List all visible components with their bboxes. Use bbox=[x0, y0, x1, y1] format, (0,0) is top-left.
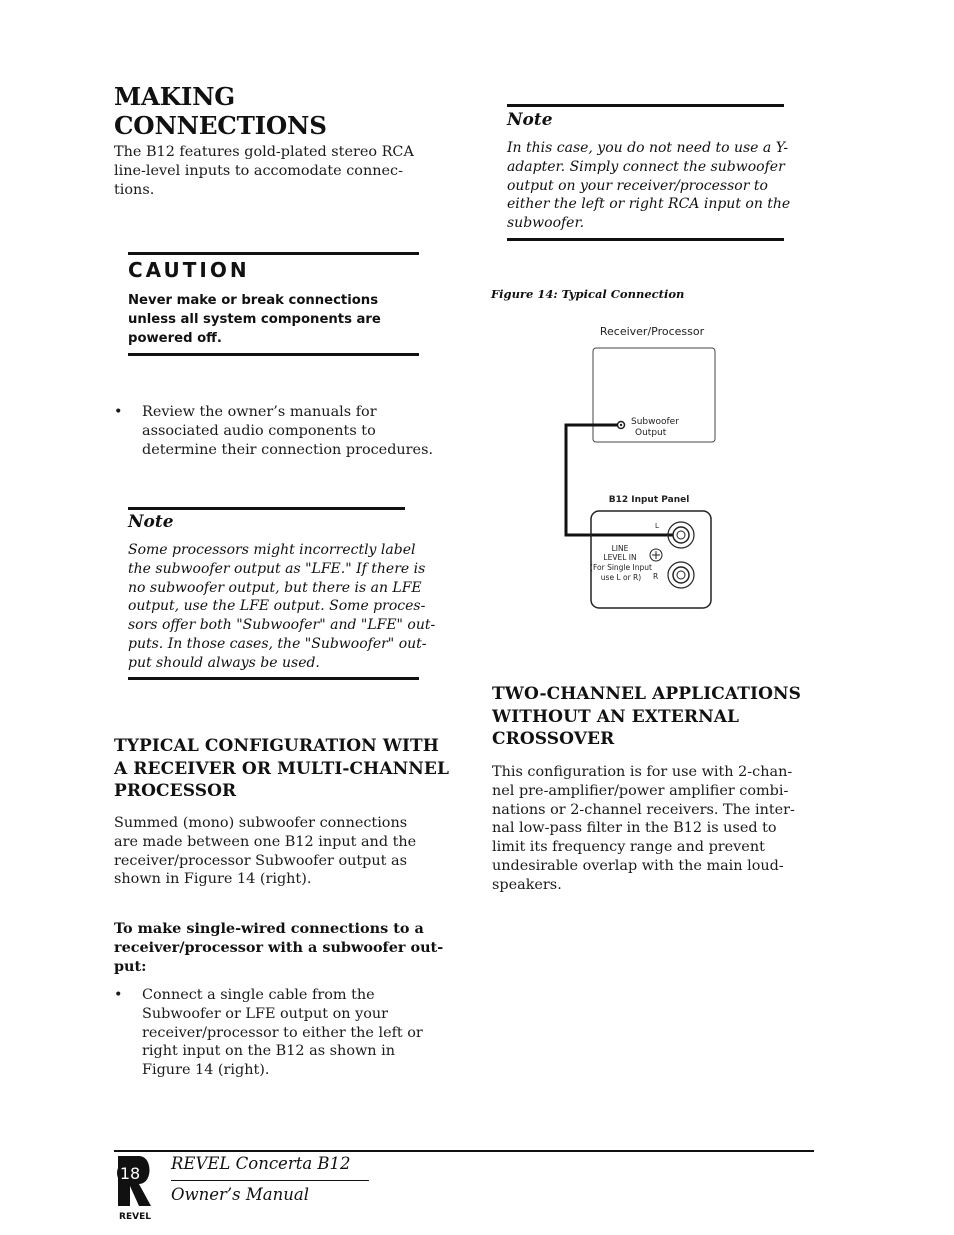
revel-logo-icon bbox=[113, 1154, 159, 1224]
note-top-rule bbox=[507, 104, 784, 107]
footer-manual: Owner’s Manual bbox=[171, 1185, 309, 1204]
text-line: Subwoofer or LFE output on your bbox=[142, 1005, 389, 1022]
line-in-label: LEVEL IN bbox=[603, 553, 637, 562]
intro-paragraph bbox=[114, 143, 414, 199]
text-line: are made between one B12 input and the bbox=[114, 833, 417, 850]
right-input-label: R bbox=[653, 572, 659, 581]
bullet-icon: • bbox=[114, 404, 123, 420]
line-in-label: (For Single Input bbox=[590, 563, 652, 572]
subwoofer-output-label: Output bbox=[635, 428, 667, 438]
right-rca-jack-icon bbox=[677, 571, 685, 579]
note-text bbox=[128, 541, 435, 673]
section-paragraph bbox=[492, 763, 795, 895]
text-line: Review the owner’s manuals for bbox=[142, 404, 377, 420]
text-line: put: bbox=[114, 958, 147, 975]
text-line: unless all system components are bbox=[128, 312, 381, 327]
note-bottom-rule bbox=[128, 677, 419, 680]
caution-title: CAUTION bbox=[128, 258, 250, 282]
text-line: determine their connection procedures. bbox=[142, 441, 434, 458]
heading-line: TYPICAL CONFIGURATION WITH bbox=[114, 736, 439, 756]
text-line: Connect a single cable from the bbox=[142, 987, 375, 1003]
text-line: receiver/processor Subwoofer output as bbox=[114, 852, 407, 869]
caution-top-rule bbox=[128, 252, 419, 255]
heading-line: WITHOUT AN EXTERNAL bbox=[492, 706, 740, 727]
text-line: adapter. Simply connect the subwoofer bbox=[507, 158, 785, 175]
figure-caption: Figure 14: Typical Connection bbox=[491, 287, 685, 301]
receiver-label: Receiver/Processor bbox=[599, 325, 705, 338]
list-item bbox=[114, 986, 423, 1080]
bullet-icon: • bbox=[114, 987, 123, 1003]
footer-product: REVEL Concerta B12 bbox=[171, 1154, 351, 1173]
left-input-label: L bbox=[655, 522, 659, 530]
heading-line: A RECEIVER OR MULTI-CHANNEL bbox=[114, 758, 450, 779]
heading-line: PROCESSOR bbox=[114, 781, 237, 801]
text-line: Summed (mono) subwoofer connections bbox=[114, 815, 408, 831]
section-paragraph bbox=[114, 814, 416, 889]
instruction-lead bbox=[114, 919, 443, 976]
text-line: nations or 2-channel receivers. The inter- bbox=[492, 801, 795, 818]
list-item bbox=[114, 403, 433, 459]
logo-text: REVEL bbox=[119, 1212, 151, 1222]
heading-line: CROSSOVER bbox=[492, 729, 615, 749]
text-line: tions. bbox=[114, 181, 155, 198]
text-line: receiver/processor with a subwoofer out- bbox=[114, 939, 444, 956]
page-title bbox=[114, 82, 327, 140]
heading-line: TWO-CHANNEL APPLICATIONS bbox=[492, 684, 801, 704]
text-line: limit its frequency range and prevent bbox=[492, 839, 765, 856]
text-line: nel pre-amplifier/power amplifier combi- bbox=[492, 782, 789, 799]
note-title: Note bbox=[128, 512, 174, 532]
text-line: sors offer both "Subwoofer" and "LFE" out- bbox=[128, 617, 436, 634]
page-title-line: MAKING bbox=[114, 82, 236, 111]
text-line: right input on the B12 as shown in bbox=[142, 1043, 396, 1060]
caution-bottom-rule bbox=[128, 353, 419, 356]
list-item-text bbox=[142, 403, 433, 459]
caution-text bbox=[128, 291, 381, 348]
text-line: To make single-wired connections to a bbox=[114, 920, 424, 937]
text-line: speakers. bbox=[492, 876, 562, 893]
text-line: subwoofer. bbox=[507, 215, 585, 232]
right-rca-jack-icon bbox=[673, 567, 689, 583]
text-line: output, use the LFE output. Some proces- bbox=[128, 598, 426, 615]
page-number: 18 bbox=[119, 1164, 141, 1183]
line-in-label: use L or R) bbox=[600, 573, 642, 582]
footer-rule bbox=[114, 1150, 814, 1152]
text-line: puts. In those cases, the "Subwoofer" out- bbox=[128, 635, 427, 652]
text-line: nal low-pass filter in the B12 is used to bbox=[492, 820, 777, 837]
right-rca-jack-icon bbox=[668, 562, 694, 588]
text-line: shown in Figure 14 (right). bbox=[114, 871, 312, 888]
text-line: line-level inputs to accomodate connec- bbox=[114, 162, 403, 179]
text-line: Never make or break connections bbox=[128, 293, 379, 308]
jack-center-icon bbox=[620, 424, 622, 426]
text-line: powered off. bbox=[128, 331, 222, 346]
text-line: Some processors might incorrectly label bbox=[128, 542, 416, 558]
note-title: Note bbox=[507, 110, 553, 130]
text-line: In this case, you do not need to use a Y- bbox=[507, 140, 789, 156]
text-line: receiver/processor to either the left or bbox=[142, 1024, 423, 1041]
text-line: Figure 14 (right). bbox=[142, 1062, 270, 1079]
note-bottom-rule bbox=[507, 238, 784, 241]
section-heading bbox=[492, 683, 801, 751]
text-line: undesirable overlap with the main loud- bbox=[492, 857, 784, 874]
text-line: The B12 features gold-plated stereo RCA bbox=[114, 144, 414, 160]
list-item-text bbox=[142, 986, 423, 1080]
text-line: output on your receiver/processor to bbox=[507, 177, 768, 194]
left-rca-jack-icon bbox=[677, 531, 685, 539]
connection-diagram bbox=[555, 318, 725, 618]
text-line: no subwoofer output, but there is an LFE bbox=[128, 579, 422, 596]
text-line: associated audio components to bbox=[142, 422, 376, 439]
text-line: This configuration is for use with 2-chan- bbox=[492, 764, 793, 780]
text-line: put should always be used. bbox=[128, 654, 320, 671]
page-title-line: CONNECTIONS bbox=[114, 111, 327, 140]
line-in-label: LINE bbox=[611, 544, 629, 553]
left-rca-jack-icon bbox=[673, 527, 689, 543]
footer-divider bbox=[171, 1180, 369, 1181]
note-top-rule bbox=[128, 507, 405, 510]
b12-panel-label: B12 Input Panel bbox=[608, 495, 690, 505]
subwoofer-output-label: Subwoofer bbox=[631, 417, 679, 427]
text-line: the subwoofer output as "LFE." If there is bbox=[128, 560, 426, 577]
note-text bbox=[507, 139, 790, 233]
section-heading bbox=[114, 735, 449, 803]
text-line: either the left or right RCA input on the bbox=[507, 196, 791, 213]
